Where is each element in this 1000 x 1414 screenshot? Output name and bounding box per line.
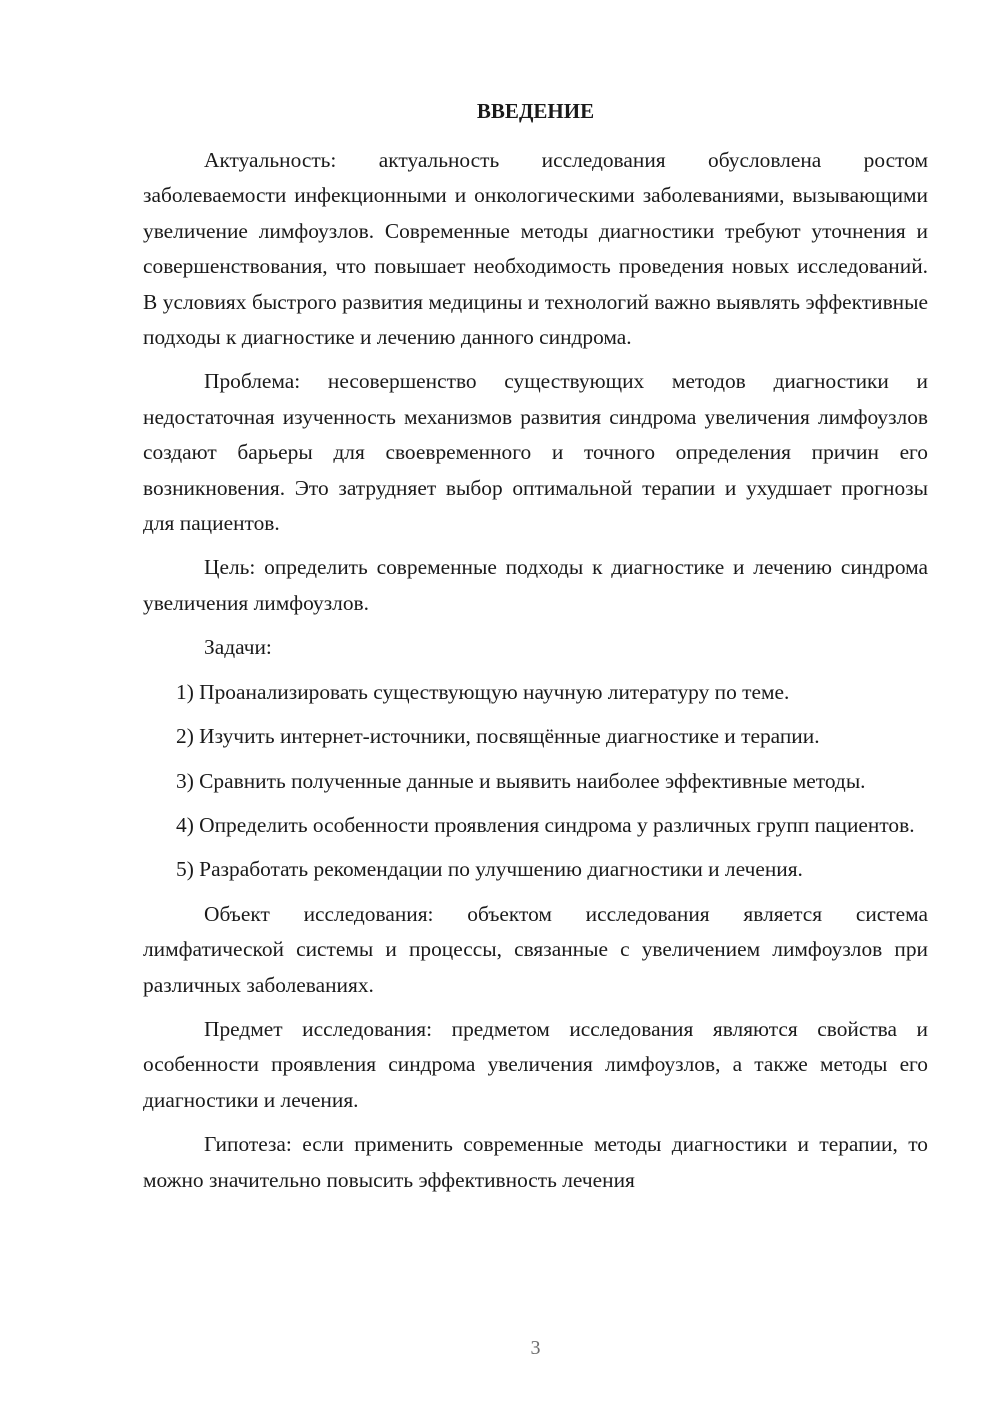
paragraph-goal: Цель: определить современные подходы к диагностике и лечению синдрома увеличения лимфоузлов. bbox=[143, 555, 928, 615]
paragraph-relevance: Актуальность: актуальность исследования обусловлена ростом заболеваемости инфекционными и онкологическими заболеваниями, вызывающими увеличение лимфоузлов. Современные методы диагностики требуют уточнения и совершенствования, что повышает необходимость проведения новых исследований. В условиях быстрого развития медицины и технологий важно выявлять эффективные подходы к диагностике и лечению данного синдрома. bbox=[143, 148, 928, 350]
paragraph-hypothesis: Гипотеза: если применить современные методы диагностики и терапии, то можно значительно повысить эффективность лечения bbox=[143, 1132, 928, 1192]
paragraph-subject: Предмет исследования: предметом исследования являются свойства и особенности проявления синдрома увеличения лимфоузлов, а также методы его диагностики и лечения. bbox=[143, 1016, 928, 1112]
task-item-3: 3) Сравнить полученные данные и выявить наиболее эффективные методы. bbox=[176, 768, 866, 793]
document-page bbox=[143, 0, 928, 1414]
paragraph-object: Объект исследования: объектом исследования является система лимфатической системы и процессы, связанные с увеличением лимфоузлов при различных заболеваниях. bbox=[143, 901, 928, 997]
paragraph-tasks-heading: Задачи: bbox=[204, 635, 272, 660]
task-item-5: 5) Разработать рекомендации по улучшению диагностики и лечения. bbox=[176, 857, 803, 882]
page-title: ВВЕДЕНИЕ bbox=[476, 99, 595, 123]
document-body bbox=[143, 143, 928, 1198]
task-item-4: 4) Определить особенности проявления синдрома у различных групп пациентов. bbox=[176, 812, 915, 837]
paragraph-problem: Проблема: несовершенство существующих методов диагностики и недостаточная изученность механизмов развития синдрома увеличения лимфоузлов создают барьеры для своевременного и точного определения причин его возникновения. Это затрудняет выбор оптимальной терапии и ухудшает прогнозы для пациентов. bbox=[143, 369, 928, 536]
task-item-1: 1) Проанализировать существующую научную литературу по теме. bbox=[176, 679, 790, 704]
page-number: 3 bbox=[530, 1337, 541, 1359]
task-item-2: 2) Изучить интернет-источники, посвящённые диагностике и терапии. bbox=[176, 724, 820, 749]
